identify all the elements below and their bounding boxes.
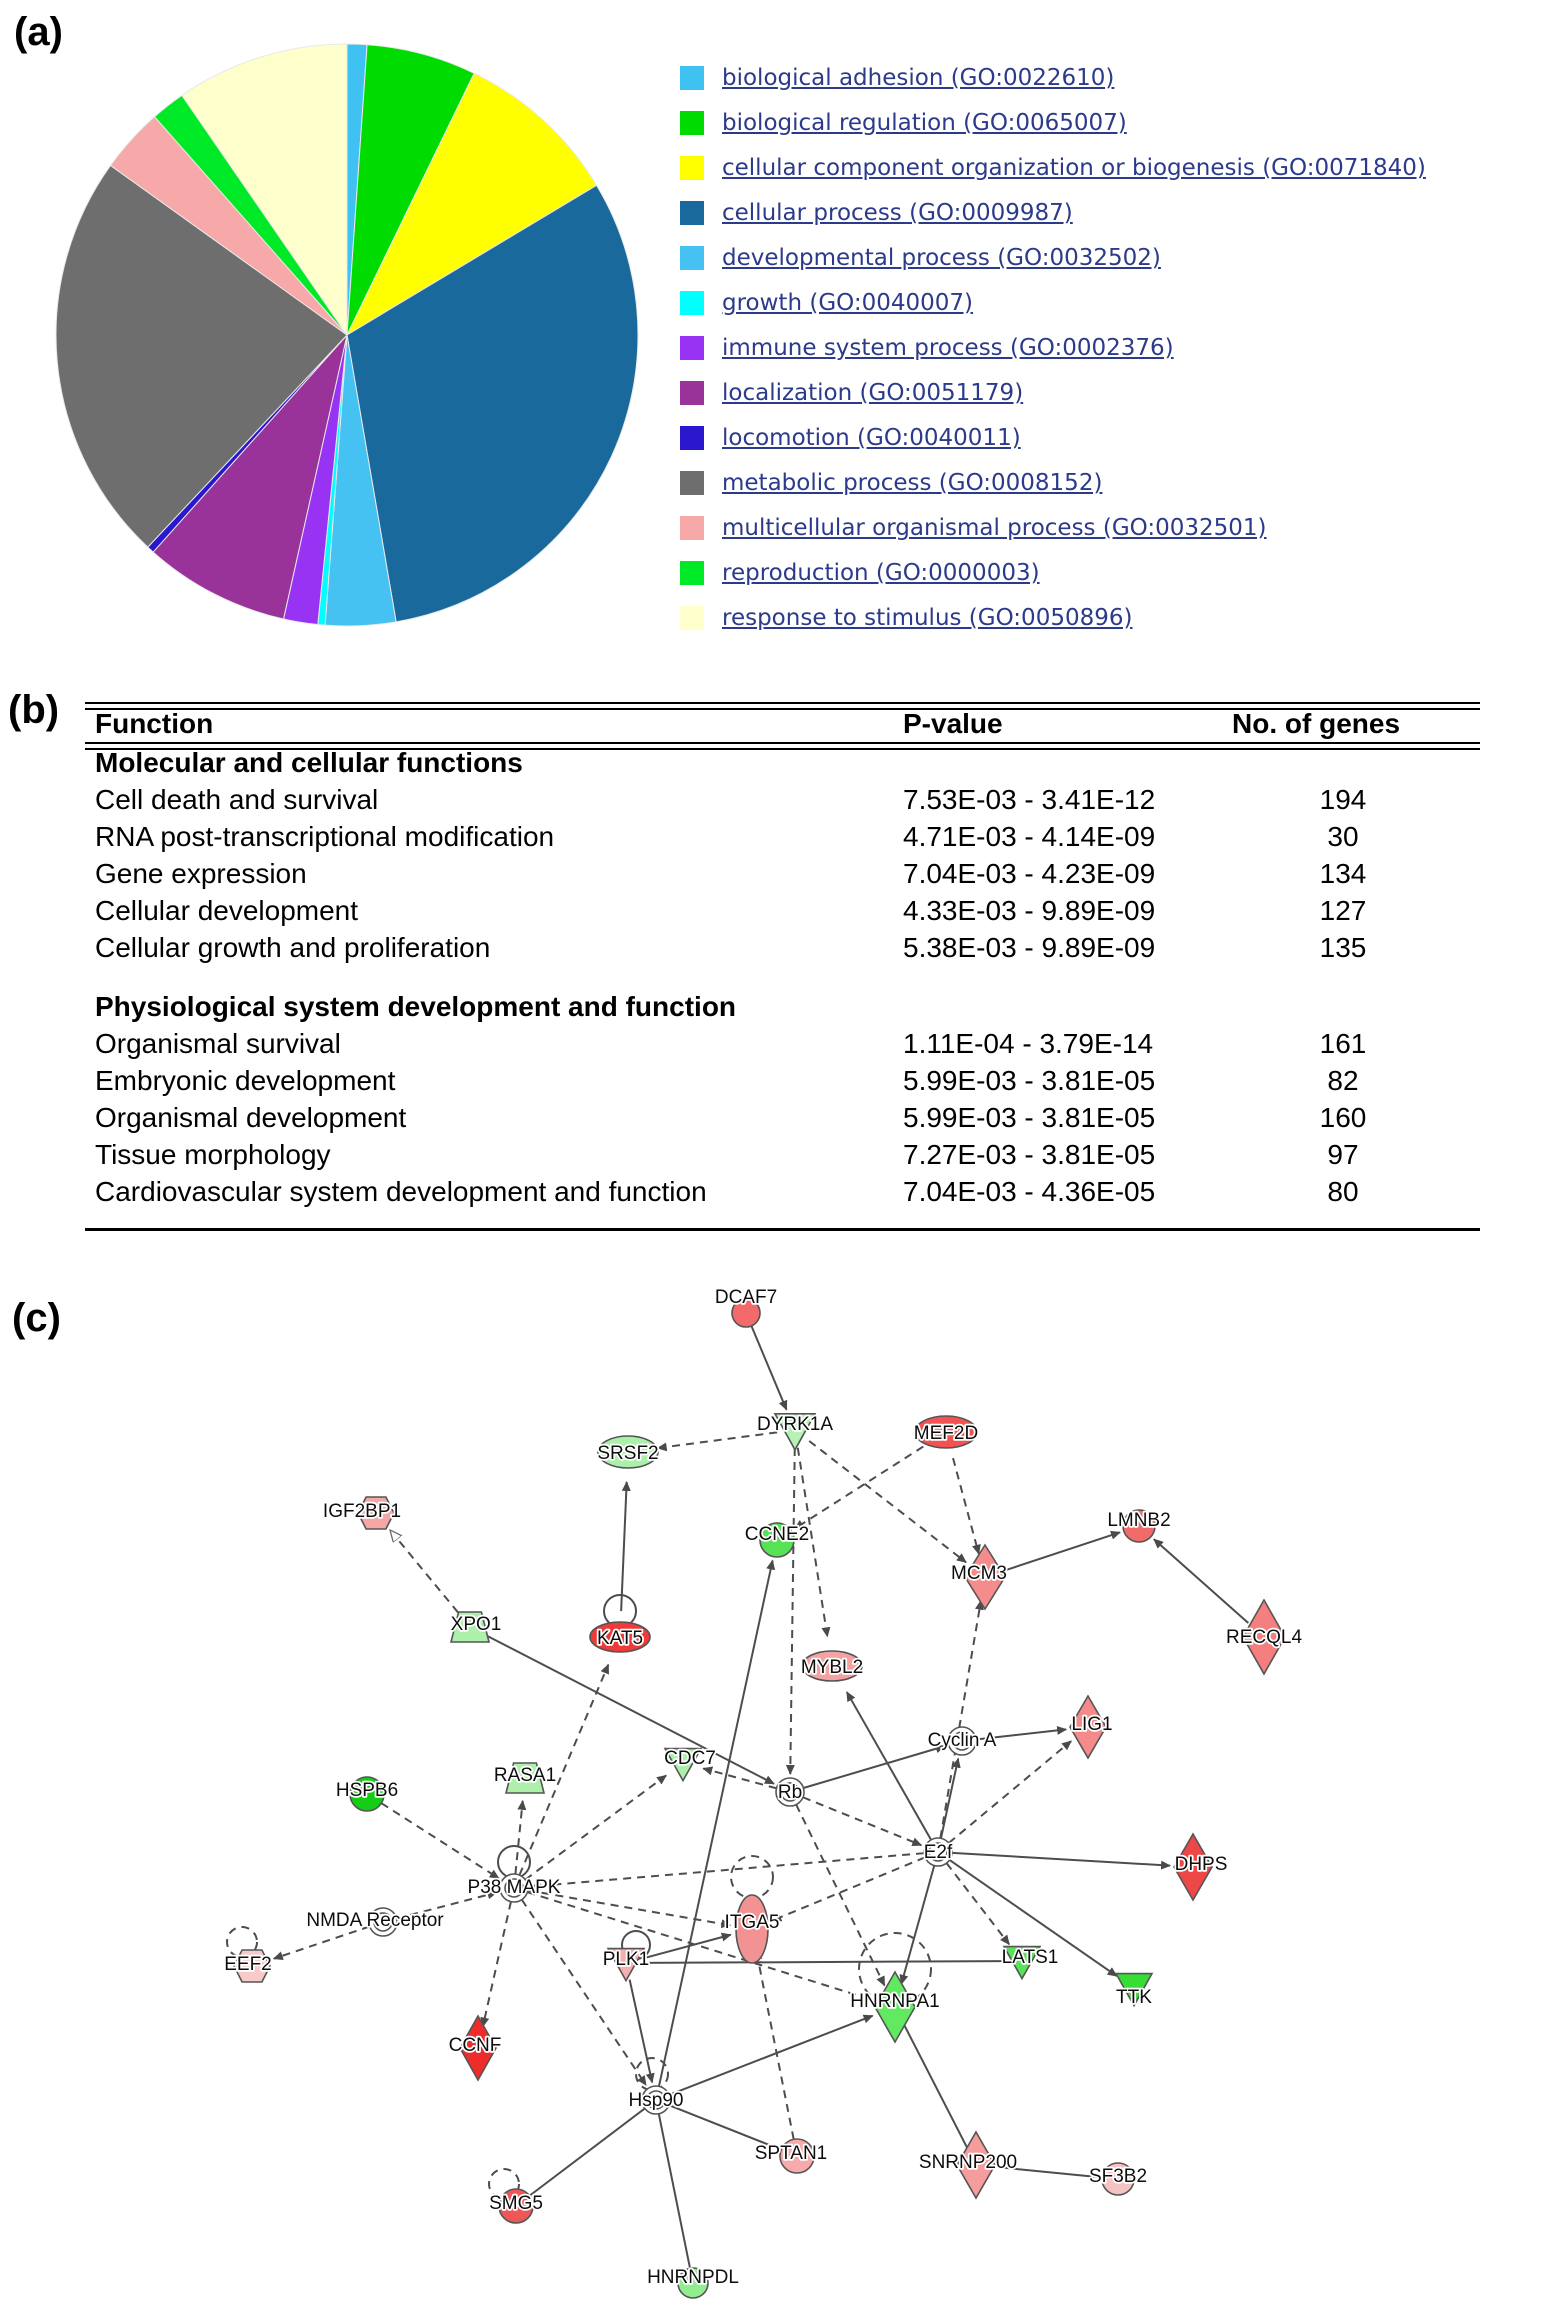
cell-function: Molecular and cellular functions [95, 747, 523, 778]
node-label-P38MAPK: P38 MAPK [467, 1877, 561, 1898]
node-label-Hsp90: Hsp90 [628, 2090, 684, 2111]
edge-SPTAN1-ITGA5 [756, 1951, 793, 2140]
network-node-E2f[interactable] [924, 1838, 953, 1866]
cell-gene-count: 127 [1319, 895, 1367, 926]
edge-XPO1-IGF2BP1 [391, 1531, 458, 1613]
edge-E2f-LIG1 [949, 1741, 1071, 1843]
legend-item-2[interactable] [680, 153, 1426, 183]
legend-swatch-icon [680, 291, 704, 315]
table-row [0, 1065, 1556, 1097]
legend-item-link[interactable]: cellular process (GO:0009987) [722, 200, 1073, 226]
legend-item-link[interactable]: immune system process (GO:0002376) [722, 335, 1174, 361]
edge-E2f-DHPS [952, 1853, 1170, 1866]
legend-swatch-icon [680, 606, 704, 630]
network-node-SNRNP200[interactable] [919, 2132, 1017, 2198]
network-node-CDC7[interactable] [664, 1748, 716, 1781]
cell-function: RNA post-transcriptional modification [95, 821, 555, 852]
legend-item-6[interactable] [680, 333, 1174, 363]
edge-RECQL4-LMNB2 [1154, 1539, 1248, 1623]
cell-gene-count: 161 [1319, 1028, 1367, 1059]
edge-XPO1-Rb [487, 1636, 774, 1784]
cell-function: Cell death and survival [95, 784, 379, 815]
edge-HSPB6-P38MAPK [381, 1803, 499, 1878]
network-node-KAT5[interactable] [590, 1622, 650, 1652]
legend-swatch-icon [680, 111, 704, 135]
network-node-RASA1[interactable] [494, 1763, 556, 1793]
network-node-DCAF7[interactable] [715, 1287, 777, 1327]
legend-item-link[interactable]: locomotion (GO:0040011) [722, 425, 1021, 451]
cell-gene-count: No. of genes [1232, 708, 1401, 739]
legend-swatch-icon [680, 471, 704, 495]
legend-item-link[interactable]: growth (GO:0040007) [722, 290, 973, 316]
legend-item-link[interactable]: multicellular organismal process (GO:0032501) [722, 515, 1267, 541]
cell-pvalue: P-value [903, 708, 1003, 739]
legend-item-link[interactable]: localization (GO:0051179) [722, 380, 1024, 406]
node-label-SMG5: SMG5 [489, 2193, 543, 2214]
legend-item-link[interactable]: developmental process (GO:0032502) [722, 245, 1161, 271]
node-label-RASA1: RASA1 [493, 1765, 557, 1786]
edge-NMDA-EEF2 [274, 1926, 370, 1958]
node-label-E2f: E2f [923, 1842, 953, 1863]
node-label-PLK1: PLK1 [602, 1949, 650, 1970]
legend-item-3[interactable] [680, 198, 1073, 228]
network-node-ITGA5[interactable] [725, 1895, 780, 1963]
legend-item-link[interactable]: metabolic process (GO:0008152) [722, 470, 1103, 496]
node-label-IGF2BP1: IGF2BP1 [322, 1501, 402, 1522]
cell-pvalue: 1.11E-04 - 3.79E-14 [903, 1028, 1154, 1059]
legend-swatch-icon [680, 516, 704, 540]
cell-pvalue: 7.04E-03 - 4.23E-09 [903, 858, 1156, 889]
network-node-LATS1[interactable] [1002, 1947, 1059, 1979]
table-row [0, 821, 1556, 853]
network-node-HSPB6[interactable] [336, 1777, 398, 1811]
node-label-DCAF7: DCAF7 [714, 1287, 778, 1308]
network-node-Rb[interactable] [776, 1778, 804, 1806]
cell-function: Physiological system development and function [95, 991, 737, 1022]
node-label-MCM3: MCM3 [951, 1563, 1007, 1584]
node-label-EEF2: EEF2 [224, 1954, 272, 1975]
network-node-MEF2D[interactable] [914, 1416, 978, 1448]
node-label-SNRNP200: SNRNP200 [918, 2152, 1018, 2173]
self-loop-ITGA5 [731, 1856, 773, 1898]
node-label-LIG1: LIG1 [1071, 1714, 1113, 1735]
cell-function: Cellular development [95, 895, 359, 926]
edge-P38MAPK-CCNF [483, 1902, 511, 2027]
self-loop-Hsp90 [636, 2058, 668, 2090]
table-rule [85, 742, 1480, 744]
edge-DCAF7-DYRK1A [751, 1326, 786, 1410]
edge-DYRK1A-Rb [790, 1448, 795, 1774]
edge-E2f-MCM3 [940, 1601, 981, 1839]
panel-a-label: (a) [14, 10, 63, 54]
legend-swatch-icon [680, 561, 704, 585]
edge-P38MAPK-RASA1 [515, 1801, 522, 1874]
node-label-SRSF2: SRSF2 [597, 1443, 659, 1464]
table-row [0, 784, 1556, 816]
edge-Hsp90-HNRNPDL [659, 2114, 690, 2268]
network-node-MYBL2[interactable] [801, 1651, 863, 1681]
node-label-TTK: TTK [1116, 1987, 1152, 2008]
legend-swatch-icon [680, 201, 704, 225]
edge-E2f-P38MAPK [532, 1853, 924, 1886]
legend-item-11[interactable] [680, 558, 1040, 588]
cell-pvalue: 4.33E-03 - 9.89E-09 [903, 895, 1156, 926]
legend-item-4[interactable] [680, 243, 1161, 273]
edge-E2f-LATS1 [947, 1863, 1010, 1944]
edge-E2f-CyclinA [941, 1759, 958, 1839]
table-row [0, 1028, 1556, 1060]
node-label-LMNB2: LMNB2 [1107, 1510, 1171, 1531]
node-label-LATS1: LATS1 [1001, 1947, 1059, 1968]
edge-PLK1-LATS1 [643, 1961, 1004, 1963]
edge-MEF2D-MCM3 [953, 1458, 979, 1554]
legend-item-link[interactable]: biological regulation (GO:0065007) [722, 110, 1127, 136]
cell-function: Function [95, 708, 214, 739]
edge-Rb-CyclinA [803, 1746, 944, 1788]
network-node-SMG5[interactable] [489, 2189, 543, 2223]
cell-gene-count: 97 [1327, 1139, 1359, 1170]
node-label-Rb: Rb [777, 1782, 803, 1803]
edge-E2f-HNRNPA1 [901, 1865, 934, 1983]
cell-pvalue: 4.71E-03 - 4.14E-09 [903, 821, 1156, 852]
cell-pvalue: 7.04E-03 - 4.36E-05 [903, 1176, 1156, 1207]
table-header-row [0, 708, 1556, 740]
cell-function: Embryonic development [95, 1065, 396, 1096]
table-row [0, 858, 1556, 890]
node-label-CCNE2: CCNE2 [744, 1524, 810, 1545]
edge-Rb-E2f [803, 1797, 921, 1845]
edge-P38MAPK-CDC7 [525, 1775, 666, 1879]
cell-function: Organismal survival [95, 1028, 341, 1059]
cell-gene-count: 30 [1327, 821, 1359, 852]
table-row [0, 1139, 1556, 1171]
node-label-SF3B2: SF3B2 [1088, 2166, 1148, 2187]
edge-Hsp90-SMG5 [530, 2108, 644, 2195]
cell-function: Cardiovascular system development and function [95, 1176, 707, 1207]
legend-item-5[interactable] [680, 288, 973, 318]
cell-pvalue: 5.99E-03 - 3.81E-05 [903, 1102, 1156, 1133]
legend-item-7[interactable] [680, 378, 1023, 408]
network-node-LIG1[interactable] [1070, 1696, 1113, 1758]
network-node-PLK1[interactable] [603, 1949, 649, 1981]
network-node-LMNB2[interactable] [1107, 1510, 1170, 1542]
legend-swatch-icon [680, 426, 704, 450]
node-label-HNRNPA1: HNRNPA1 [850, 1991, 940, 2012]
table-row [0, 895, 1556, 927]
edge-Rb-HNRNPA1 [796, 1805, 884, 1986]
legend-item-0[interactable] [680, 63, 1114, 93]
gene-network [0, 1260, 1556, 2300]
network-node-NMDA[interactable] [306, 1908, 444, 1936]
network-node-XPO1[interactable] [451, 1612, 502, 1642]
table-rule [85, 702, 1480, 704]
cell-gene-count: 194 [1319, 784, 1367, 815]
table-row [0, 1176, 1556, 1208]
panel-c-label: (c) [12, 1296, 61, 1340]
network-node-SRSF2[interactable] [597, 1436, 658, 1468]
node-label-HNRNPDL: HNRNPDL [647, 2267, 739, 2288]
panel-b-label: (b) [8, 688, 60, 732]
edge-DYRK1A-MCM3 [809, 1441, 966, 1562]
network-node-RECQL4[interactable] [1226, 1600, 1302, 1674]
network-node-P38MAPK[interactable] [468, 1874, 561, 1902]
table-rule [85, 1228, 1480, 1231]
table-row [0, 1102, 1556, 1134]
network-node-CCNE2[interactable] [745, 1523, 809, 1557]
network-node-HNRNPA1[interactable] [850, 1972, 939, 2042]
legend-swatch-icon [680, 381, 704, 405]
network-node-CCNF[interactable] [449, 2016, 502, 2080]
cell-gene-count: 82 [1327, 1065, 1359, 1096]
cell-gene-count: 80 [1327, 1176, 1359, 1207]
network-node-SF3B2[interactable] [1089, 2163, 1147, 2195]
network-node-CyclinA[interactable] [928, 1727, 997, 1755]
legend-item-12[interactable] [680, 603, 1132, 633]
node-label-NMDA: NMDA Receptor [306, 1910, 444, 1931]
legend-item-link[interactable]: biological adhesion (GO:0022610) [722, 65, 1115, 91]
network-node-MCM3[interactable] [951, 1545, 1007, 1609]
cell-function: Cellular growth and proliferation [95, 932, 491, 963]
legend-swatch-icon [680, 156, 704, 180]
edge-E2f-MYBL2 [847, 1692, 931, 1840]
legend-swatch-icon [680, 336, 704, 360]
cell-function: Tissue morphology [95, 1139, 331, 1170]
cell-function: Gene expression [95, 858, 307, 889]
table-section-row [0, 747, 1556, 779]
cell-pvalue: 5.38E-03 - 9.89E-09 [903, 932, 1156, 963]
cell-function: Organismal development [95, 1102, 407, 1133]
network-node-TTK[interactable] [1116, 1974, 1152, 2008]
edge-P38MAPK-Hsp90 [522, 1900, 646, 2085]
cell-gene-count: 160 [1319, 1102, 1367, 1133]
table-row [0, 932, 1556, 964]
table-section-row [0, 991, 1556, 1023]
edge-HNRNPA1-SNRNP200 [904, 2025, 967, 2147]
node-label-CyclinA: Cyclin A [927, 1730, 997, 1751]
cell-gene-count: 134 [1319, 858, 1367, 889]
cell-gene-count: 135 [1319, 932, 1367, 963]
network-node-DHPS[interactable] [1174, 1834, 1227, 1900]
node-label-RECQL4: RECQL4 [1225, 1627, 1303, 1648]
node-label-DHPS: DHPS [1174, 1854, 1228, 1875]
edge-MEF2D-CCNE2 [795, 1447, 924, 1529]
network-node-Hsp90[interactable] [629, 2086, 684, 2114]
edge-Hsp90-CCNE2 [659, 1561, 773, 2087]
edge-MCM3-LMNB2 [1004, 1532, 1120, 1570]
network-node-HNRNPDL[interactable] [647, 2267, 739, 2298]
node-label-MEF2D: MEF2D [913, 1423, 979, 1444]
legend-item-link[interactable]: response to stimulus (GO:0050896) [722, 605, 1133, 631]
cell-pvalue: 7.53E-03 - 3.41E-12 [903, 784, 1156, 815]
network-node-DYRK1A[interactable] [757, 1414, 833, 1450]
legend-item-1[interactable] [680, 108, 1127, 138]
legend-swatch-icon [680, 66, 704, 90]
node-label-CCNF: CCNF [448, 2035, 502, 2056]
node-label-MYBL2: MYBL2 [800, 1657, 864, 1678]
network-node-EEF2[interactable] [224, 1950, 272, 1982]
node-label-CDC7: CDC7 [664, 1748, 716, 1769]
cell-pvalue: 7.27E-03 - 3.81E-05 [903, 1139, 1156, 1170]
legend-item-link[interactable]: reproduction (GO:0000003) [722, 560, 1040, 586]
node-label-ITGA5: ITGA5 [724, 1912, 780, 1933]
node-label-XPO1: XPO1 [450, 1614, 502, 1635]
legend-item-link[interactable]: cellular component organization or biogenesis (GO:0071840) [722, 155, 1426, 181]
network-node-IGF2BP1[interactable] [323, 1497, 401, 1529]
node-label-KAT5: KAT5 [596, 1628, 644, 1649]
network-node-SPTAN1[interactable] [755, 2139, 828, 2173]
node-label-DYRK1A: DYRK1A [756, 1414, 834, 1435]
cell-pvalue: 5.99E-03 - 3.81E-05 [903, 1065, 1156, 1096]
node-label-HSPB6: HSPB6 [335, 1780, 399, 1801]
legend-item-10[interactable] [680, 513, 1267, 543]
legend-item-9[interactable] [680, 468, 1102, 498]
legend-item-8[interactable] [680, 423, 1021, 453]
node-label-SPTAN1: SPTAN1 [754, 2143, 828, 2164]
edge-KAT5-SRSF2 [621, 1482, 627, 1611]
legend-swatch-icon [680, 246, 704, 270]
go-pie-chart [55, 40, 651, 636]
